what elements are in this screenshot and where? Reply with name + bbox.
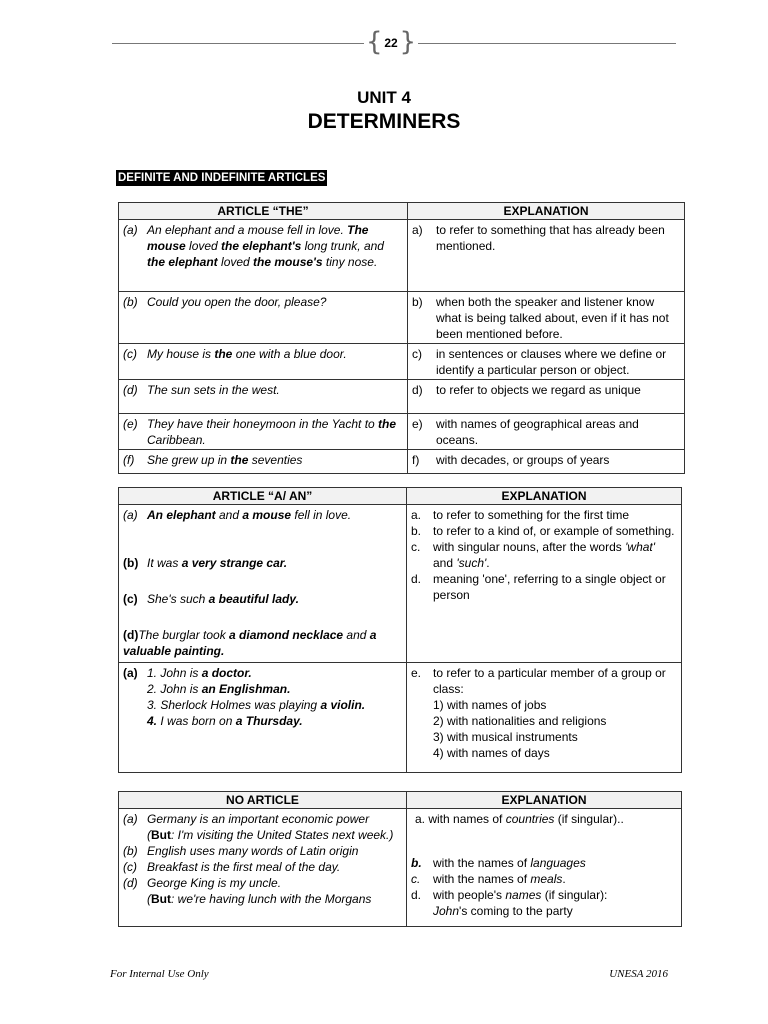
example-label: (c) [123, 347, 137, 361]
right-brace-icon: } [399, 27, 416, 57]
column-header-explanation: EXPLANATION [408, 203, 685, 220]
explanation-text: with names of geographical areas and oceans. [436, 417, 639, 447]
explanation-cell [408, 380, 685, 414]
example-label: (a) [123, 223, 138, 237]
table-row [119, 663, 682, 773]
table-no-article [118, 791, 682, 927]
explanation-cell [408, 414, 685, 450]
explanation-cell [407, 663, 682, 773]
table-header-row [119, 203, 685, 220]
example-label: (d) [123, 876, 138, 890]
explanation-text: with singular nouns, after the words 'what' and 'such'. [433, 540, 656, 570]
list-item: 2) with nationalities and religions [433, 714, 607, 728]
list-item: 2. John is an Englishman. [147, 682, 291, 696]
explanation-label: b. [411, 856, 422, 870]
table-row [119, 292, 685, 344]
example-label: (d) [123, 383, 138, 397]
explanation-text: with the names of meals. [433, 872, 566, 886]
section-heading: DEFINITE AND INDEFINITE ARTICLES [118, 172, 326, 184]
table-row [119, 450, 685, 474]
explanation-cell [408, 220, 685, 292]
explanation-label: d) [412, 383, 423, 397]
column-header-article: ARTICLE “THE” [119, 203, 408, 220]
example-cell [119, 663, 407, 773]
example-text: They have their honeymoon in the Yacht to the Caribbean. [147, 417, 397, 447]
example-cell [119, 505, 407, 663]
explanation-label: a) [412, 223, 423, 237]
example-label: (b) [123, 295, 138, 309]
example-text: She grew up in the seventies [147, 453, 303, 467]
example-label: (a) [123, 812, 138, 826]
list-item: 4. I was born on a Thursday. [147, 714, 303, 728]
example-text: George King is my uncle. (But: we're having lunch with the Morgans [147, 876, 372, 906]
example-label: (e) [123, 417, 138, 431]
explanation-text: to refer to something that has already been mentioned. [436, 223, 665, 253]
unit-title: DETERMINERS [307, 110, 461, 133]
left-brace-icon: { [366, 27, 383, 57]
example-text: Could you open the door, please? [147, 295, 327, 309]
table-row [119, 505, 682, 663]
explanation-label: e) [412, 417, 423, 431]
example-label: (a) [123, 508, 138, 522]
explanation-text: to refer to a particular member of a group or class: [433, 666, 666, 696]
example-text: An elephant and a mouse fell in love. The mouse loved the elephant's long trunk, and the elephant loved the mouse's tiny nose. [147, 223, 384, 269]
table-row [119, 344, 685, 380]
header-rule-right [418, 43, 676, 44]
explanation-text: in sentences or clauses where we define or identify a particular person or object. [436, 347, 667, 377]
table-row [119, 220, 685, 292]
explanation-text: with the names of languages [433, 856, 586, 870]
list-item: 4) with names of days [433, 746, 550, 760]
explanation-label: c. [411, 540, 421, 554]
explanation-label: d. [411, 572, 422, 586]
column-header-explanation: EXPLANATION [407, 488, 682, 505]
explanation-label: e. [411, 666, 422, 680]
example-cell [119, 380, 408, 414]
header-rule-left [112, 43, 364, 44]
list-item: 3. Sherlock Holmes was playing a violin. [147, 698, 366, 712]
page-number-box [364, 27, 418, 57]
example-list [147, 665, 365, 729]
example-label: (c) [123, 860, 137, 874]
explanation-label: d. [411, 888, 422, 902]
example-text: English uses many words of Latin origin [147, 844, 359, 858]
table-header-row [119, 488, 682, 505]
example-label: (c) [123, 592, 138, 606]
example-cell [119, 344, 408, 380]
explanation-label: f) [412, 453, 420, 467]
explanation-cell [407, 809, 682, 927]
explanation-text: with people's names (if singular): John's coming to the party [433, 888, 608, 918]
example-text: The sun sets in the west. [147, 383, 280, 397]
footer-right: UNESA 2016 [609, 968, 668, 980]
example-text: (d)The burglar took a diamond necklace and a valuable painting. [123, 628, 377, 658]
explanation-text: to refer to a kind of, or example of something. [433, 524, 675, 538]
table-header-row [119, 792, 682, 809]
explanation-label: c) [412, 347, 422, 361]
explanation-text: when both the speaker and listener know what is being talked about, even if it has not been mentioned before. [436, 295, 669, 341]
table-indefinite-article [118, 487, 682, 773]
example-text: Breakfast is the first meal of the day. [147, 860, 341, 874]
list-item: 1) with names of jobs [433, 698, 547, 712]
explanation-cell [408, 344, 685, 380]
column-header-article: ARTICLE “A/ AN” [119, 488, 407, 505]
table-row [119, 414, 685, 450]
example-cell [119, 292, 408, 344]
explanation-text: a. with names of countries (if singular).. [415, 812, 624, 826]
example-cell [119, 450, 408, 474]
example-label: (b) [123, 844, 138, 858]
explanation-label: a. [411, 508, 422, 522]
example-cell [119, 809, 407, 927]
explanation-label: b) [412, 295, 423, 309]
table-row [119, 809, 682, 927]
example-text: My house is the one with a blue door. [147, 347, 347, 361]
example-text: An elephant and a mouse fell in love. [147, 508, 352, 522]
page-number: 22 [384, 36, 398, 50]
example-label: (a) [123, 666, 138, 680]
example-text: It was a very strange car. [147, 556, 288, 570]
example-cell [119, 220, 408, 292]
example-text: She's such a beautiful lady. [147, 592, 299, 606]
table-row [119, 380, 685, 414]
explanation-label: b. [411, 524, 422, 538]
list-item: 1. John is a doctor. [147, 666, 252, 680]
unit-label: UNIT 4 [357, 88, 411, 107]
explanation-text: meaning 'one', referring to a single object or person [433, 572, 666, 602]
column-header-article: NO ARTICLE [119, 792, 407, 809]
example-cell [119, 414, 408, 450]
explanation-cell [408, 292, 685, 344]
explanation-label: c. [411, 872, 421, 886]
explanation-cell [408, 450, 685, 474]
column-header-explanation: EXPLANATION [407, 792, 682, 809]
explanation-text: to refer to objects we regard as unique [436, 383, 641, 397]
example-text: Germany is an important economic power (But: I'm visiting the United States next week.) [147, 812, 394, 842]
explanation-text: with decades, or groups of years [436, 453, 610, 467]
example-label: (b) [123, 556, 139, 570]
table-definite-article [118, 202, 685, 474]
example-label: (f) [123, 453, 135, 467]
explanation-cell [407, 505, 682, 663]
explanation-text: to refer to something for the first time [433, 508, 630, 522]
footer-left: For Internal Use Only [110, 968, 209, 980]
list-item: 3) with musical instruments [433, 730, 578, 744]
